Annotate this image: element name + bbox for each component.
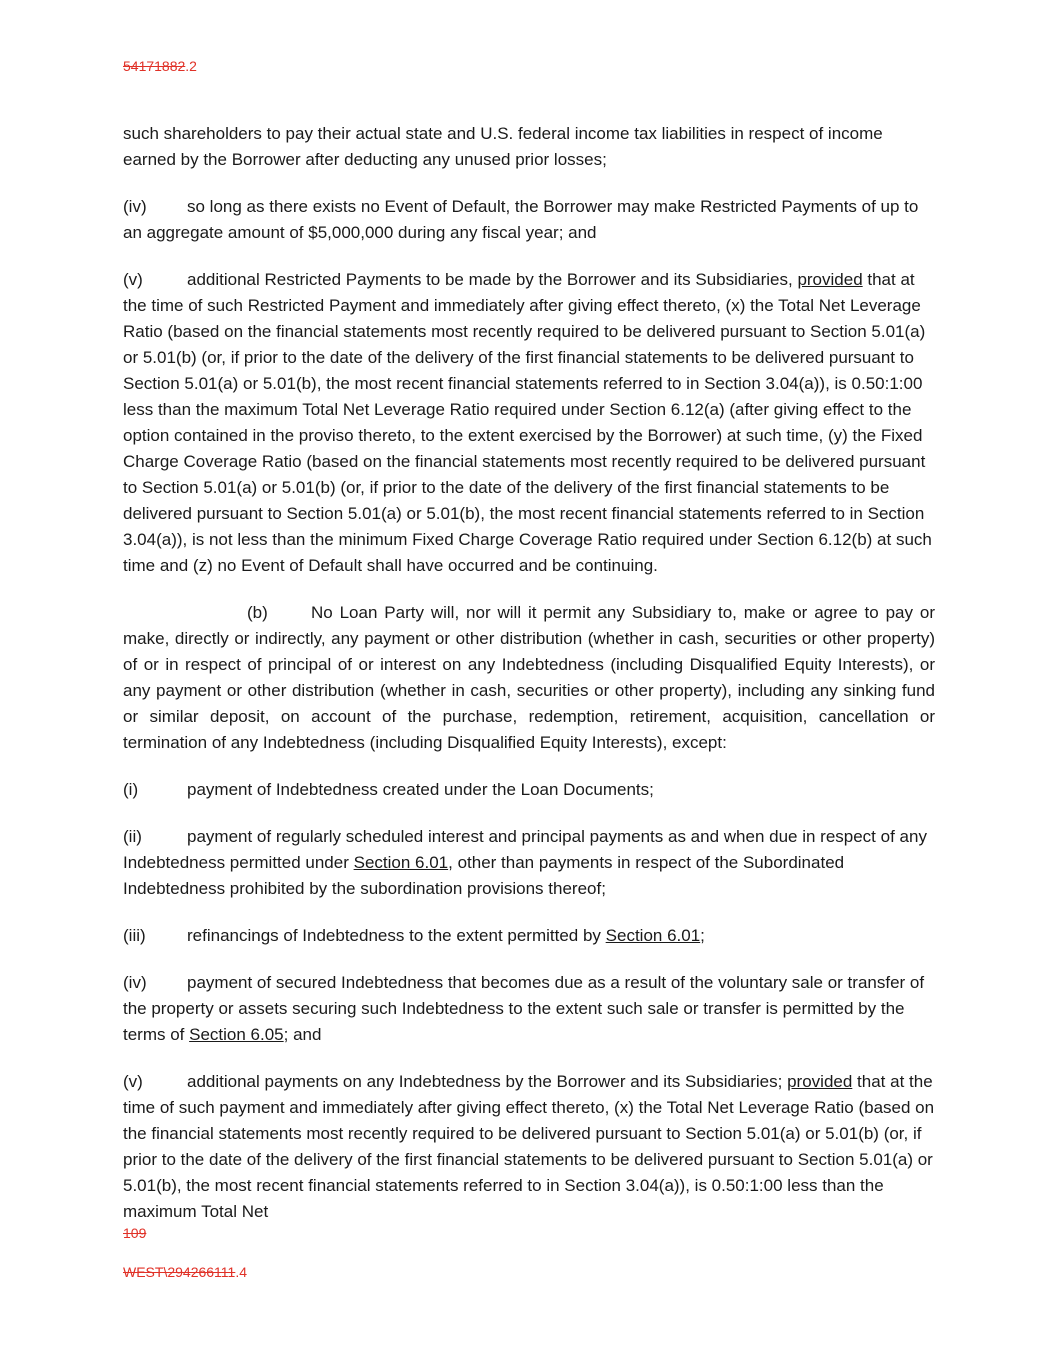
underlined-reference: Section 6.05 xyxy=(189,1025,284,1044)
text-run: so long as there exists no Event of Default, the Borrower may make Restricted Payments of up to an aggregate amount of $5,000,000 during any fiscal year; and xyxy=(123,197,919,242)
list-marker: (iv) xyxy=(123,973,147,992)
paragraph-iv-1 xyxy=(123,194,935,246)
paragraph-ii xyxy=(123,824,935,902)
text-run: additional Restricted Payments to be made by the Borrower and its Subsidiaries, xyxy=(187,270,798,289)
paragraph-iv-2 xyxy=(123,970,935,1048)
paragraph-continuation xyxy=(123,121,935,173)
text-run: such shareholders to pay their actual state and U.S. federal income tax liabilities in respect of income earned by the Borrower after deducting any unused prior losses; xyxy=(123,124,883,169)
paragraph-b xyxy=(123,600,935,756)
text-run: refinancings of Indebtedness to the extent permitted by xyxy=(187,926,606,945)
header-doc-number-suffix: .2 xyxy=(185,58,197,74)
text-run: No Loan Party will, nor will it permit any Subsidiary to, make or agree to pay or make, directly or indirectly, any payment or other distribution (whether in cash, securities or other property) of or in respect of principal of or interest on any Indebtedness (including Disqualified Equity Interests), or any payment or other distribution (whether in cash, securities or other property), including any sinking fund or similar deposit, on account of the purchase, redemption, retirement, acquisition, cancellation or termination of any Indebtedness (including Disqualified Equity Interests), except: xyxy=(123,603,935,752)
text-run: ; and xyxy=(283,1025,322,1044)
header-doc-number-struck: 54171882 xyxy=(123,58,186,74)
list-marker: (b) xyxy=(247,603,268,622)
page-number-struck: 109 xyxy=(123,1225,147,1241)
list-marker: (i) xyxy=(123,780,139,799)
underlined-reference: Section 6.01 xyxy=(605,926,701,945)
text-run: that at the time of such Restricted Payment and immediately after giving effect thereto, (x) the Total Net Leverage Ratio (based on the financial statements most recently required to be delivered pursuant to Section 5.01(a) or 5.01(b) (or, if prior to the date of the delivery of the first financial statements to be delivered pursuant to Section 5.01(a) or 5.01(b), the most recent financial statements referred to in Section 3.04(a)), is 0.50:1:00 less than the maximum Total Net Leverage Ratio required under Section 6.12(a) (after giving effect to the option contained in the proviso thereto, to the extent exercised by the Borrower) at such time, (y) the Fixed Charge Coverage Ratio (based on the financial statements most recently required to be delivered pursuant to Section 5.01(a) or 5.01(b) (or, if prior to the date of the delivery of the first financial statements to be delivered pursuant to Section 5.01(a) or 5.01(b), the most recent financial statements referred to in Section 3.04(a)), is not less than the minimum Fixed Charge Coverage Ratio required under Section 6.12(b) at such time and (z) no Event of Default shall have occurred and be continuing. xyxy=(123,270,932,575)
text-run: payment of secured Indebtedness that becomes due as a result of the voluntary sale or transfer of the property or assets securing such Indebtedness to the extent such sale or transfer is permitted by the terms of xyxy=(123,973,925,1044)
text-run: additional payments on any Indebtedness by the Borrower and its Subsidiaries; xyxy=(187,1072,788,1091)
text-run: , other than payments in respect of the Subordinated Indebtedness prohibited by the subordination provisions thereof; xyxy=(123,853,845,898)
list-marker: (iii) xyxy=(123,926,146,945)
document-body xyxy=(123,121,935,1246)
text-run: payment of Indebtedness created under the Loan Documents; xyxy=(187,780,654,799)
list-marker: (v) xyxy=(123,1072,143,1091)
footer-doc-number-struck: WEST\294266111 xyxy=(123,1264,236,1280)
list-marker: (iv) xyxy=(123,197,147,216)
footer-page-number xyxy=(123,1224,146,1242)
underlined-reference: provided xyxy=(797,270,863,289)
paragraph-iii xyxy=(123,923,935,949)
underlined-reference: provided xyxy=(787,1072,853,1091)
text-run: that at the time of such payment and immediately after giving effect thereto, (x) the Total Net Leverage Ratio (based on the financial statements most recently required to be delivered pursuant to Section 5.01(a) or 5.01(b) (or, if prior to the date of the delivery of the first financial statements to be delivered pursuant to Section 5.01(a) or 5.01(b), the most recent financial statements referred to in Section 3.04(a)), is 0.50:1:00 less than the maximum Total Net xyxy=(123,1072,935,1221)
text-run: payment of regularly scheduled interest and principal payments as and when due in respect of any Indebtedness permitted under xyxy=(123,827,927,872)
list-marker: (ii) xyxy=(123,827,142,846)
paragraph-i xyxy=(123,777,935,803)
list-marker: (v) xyxy=(123,270,143,289)
paragraph-v-2 xyxy=(123,1069,935,1225)
text-run: ; xyxy=(700,926,705,945)
footer-doc-number-suffix: .4 xyxy=(235,1264,248,1280)
header-doc-number xyxy=(123,57,197,75)
footer-doc-number xyxy=(123,1263,247,1281)
paragraph-v-1 xyxy=(123,267,935,579)
underlined-reference: Section 6.01 xyxy=(353,853,449,872)
